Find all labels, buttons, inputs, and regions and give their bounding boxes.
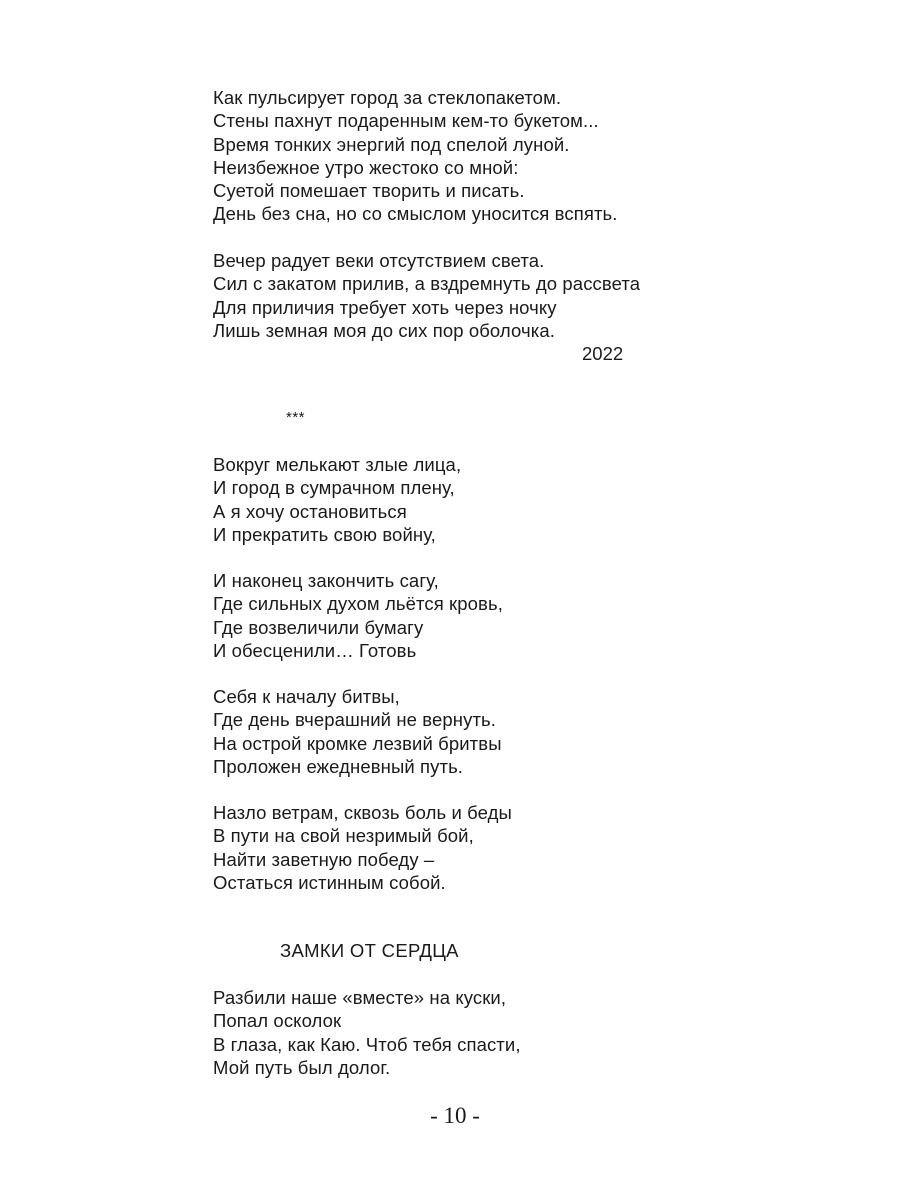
poem-line: Сил с закатом прилив, а вздремнуть до рассвета — [213, 273, 641, 295]
poem-line: Вокруг мелькают злые лица, — [213, 454, 462, 475]
poem-line: Назло ветрам, сквозь боль и беды — [213, 802, 512, 823]
poem-line: И обесценили… Готовь — [213, 639, 417, 661]
poem1-stanza2 — [213, 249, 640, 342]
poem2-stanza3 — [213, 685, 502, 778]
poem-line: На острой кромке лезвий бритвы — [213, 732, 502, 754]
page-number: - 10 - — [430, 1103, 480, 1128]
poem-line: Суетой помешает творить и писать. — [213, 180, 525, 202]
poem-line: День без сна, но со смыслом уносится вспять. — [213, 203, 618, 225]
poem-line: Остаться истинным собой. — [213, 871, 446, 893]
poem3-stanza1 — [213, 986, 521, 1079]
poem-line: Где сильных духом льётся кровь, — [213, 593, 503, 615]
poem-line: Где возвеличили бумагу — [213, 616, 424, 638]
poem-line: Лишь земная моя до сих пор оболочка. — [213, 319, 555, 341]
poem-title: ЗАМКИ ОТ СЕРДЦА — [280, 940, 459, 961]
poem-line: Себя к началу битвы, — [213, 686, 400, 707]
poem-line: Для приличия требует хоть через ночку — [213, 296, 557, 318]
poem-line: Найти заветную победу – — [213, 848, 435, 870]
poem-line: И наконец закончить сагу, — [213, 570, 439, 591]
poem-line: Где день вчерашний не вернуть. — [213, 709, 497, 731]
poem-line: И город в сумрачном плену, — [213, 477, 455, 499]
poem-line: Вечер радует веки отсутствием света. — [213, 250, 545, 271]
poem-line: А я хочу остановиться — [213, 500, 407, 522]
poem-line: В пути на свой незримый бой, — [213, 825, 474, 847]
poem-line: Проложен ежедневный путь. — [213, 755, 464, 777]
poem-line: Как пульсирует город за стеклопакетом. — [213, 87, 562, 108]
poem-line: Стены пахнут подаренным кем-то букетом... — [213, 110, 599, 132]
poem1-stanza1 — [213, 86, 618, 226]
poem-line: И прекратить свою войну, — [213, 523, 436, 545]
poem2-stanza2 — [213, 569, 503, 662]
poem2-stanza1 — [213, 453, 461, 546]
poem-year: 2022 — [582, 343, 624, 364]
poem-line: Разбили наше «вместе» на куски, — [213, 987, 507, 1008]
poem-line: Попал осколок — [213, 1010, 342, 1032]
poem-line: Мой путь был долог. — [213, 1056, 391, 1078]
poem-line: Время тонких энергий под спелой луной. — [213, 133, 570, 155]
poem-line: В глаза, как Каю. Чтоб тебя спасти, — [213, 1033, 521, 1055]
section-separator: *** — [286, 409, 306, 426]
poem-line: Неизбежное утро жестоко со мной: — [213, 156, 519, 178]
poem2-stanza4 — [213, 801, 512, 894]
